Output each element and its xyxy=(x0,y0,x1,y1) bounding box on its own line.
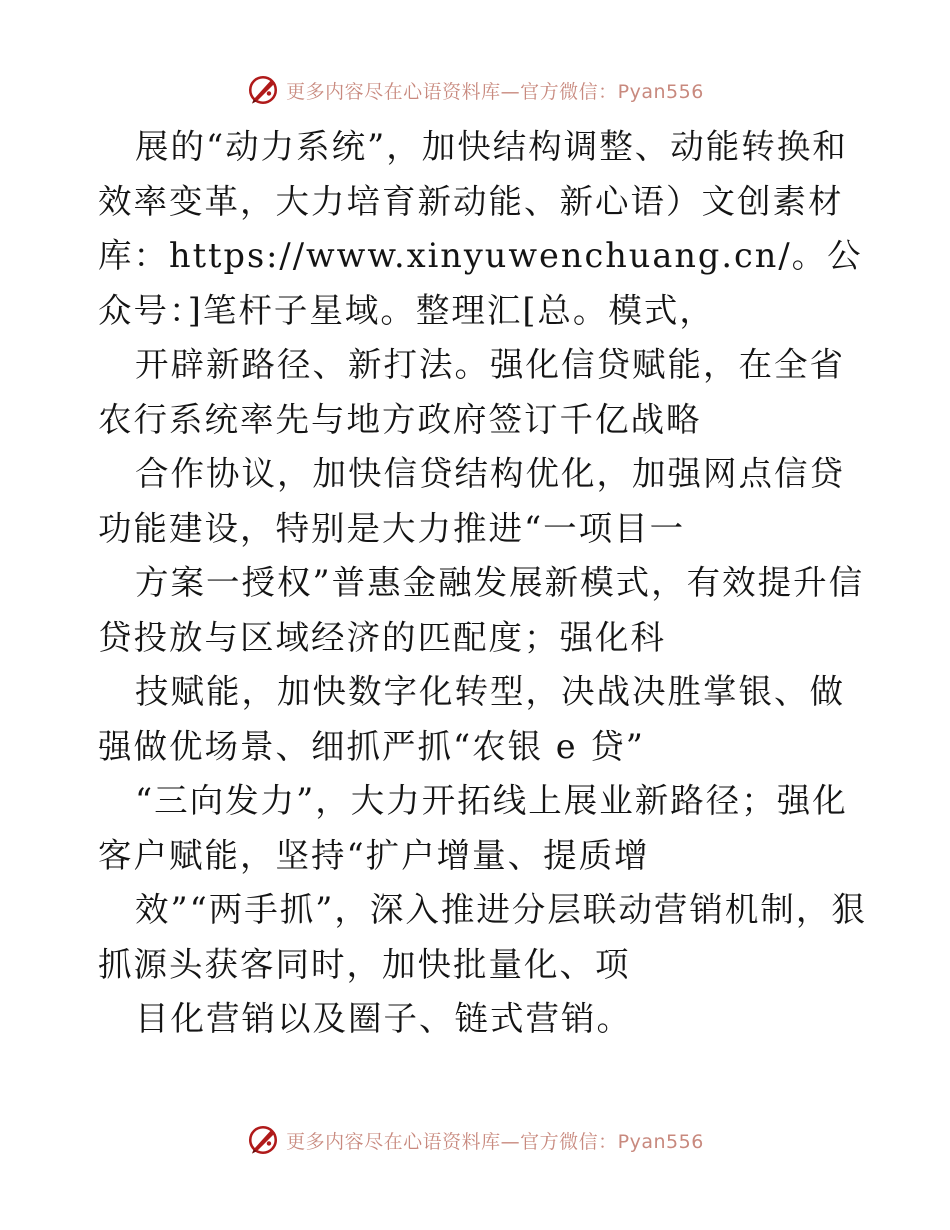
paragraph-8: 目化营销以及圈子、链式营销。 xyxy=(135,999,632,1038)
paragraph-6: “三向发力”，大力开拓线上展业新路径；强化客户赋能，坚持“扩户增量、提质增 xyxy=(98,781,848,875)
footer-banner xyxy=(0,1118,950,1162)
header-banner-text: 更多内容尽在心语资料库—官方微信：Pyan556 xyxy=(286,80,704,103)
footer-banner-text: 更多内容尽在心语资料库—官方微信：Pyan556 xyxy=(286,1130,704,1153)
paragraph-1: 展的“动力系统”，加快结构调整、动能转换和效率变革，大力培育新动能、新心语）文创素材库：https://www.xinyuwenchuang.cn/。公众号：]笔杆子星域。整理汇[总。模式， xyxy=(98,127,863,330)
paragraph-3: 合作协议，加快信贷结构优化，加强网点信贷功能建设，特别是大力推进“一项目一 xyxy=(98,454,845,548)
red-pen-circle-logo-icon xyxy=(246,1123,280,1157)
document-body xyxy=(98,120,868,1047)
header-banner xyxy=(0,68,950,112)
paragraph-7: 效”“两手抓”，深入推进分层联动营销机制，狠抓源头获客同时，加快批量化、项 xyxy=(98,890,867,984)
footer-banner-inner xyxy=(246,1123,704,1157)
paragraph-2: 开辟新路径、新打法。强化信贷赋能，在全省农行系统率先与地方政府签订千亿战略 xyxy=(98,345,845,439)
paragraph-4: 方案一授权”普惠金融发展新模式，有效提升信贷投放与区域经济的匹配度；强化科 xyxy=(98,563,865,657)
paragraph-5: 技赋能，加快数字化转型，决战决胜掌银、做强做优场景、细抓严抓“农银 e 贷” xyxy=(98,672,845,766)
red-pen-circle-logo-icon xyxy=(246,73,280,107)
header-banner-inner xyxy=(246,73,704,107)
